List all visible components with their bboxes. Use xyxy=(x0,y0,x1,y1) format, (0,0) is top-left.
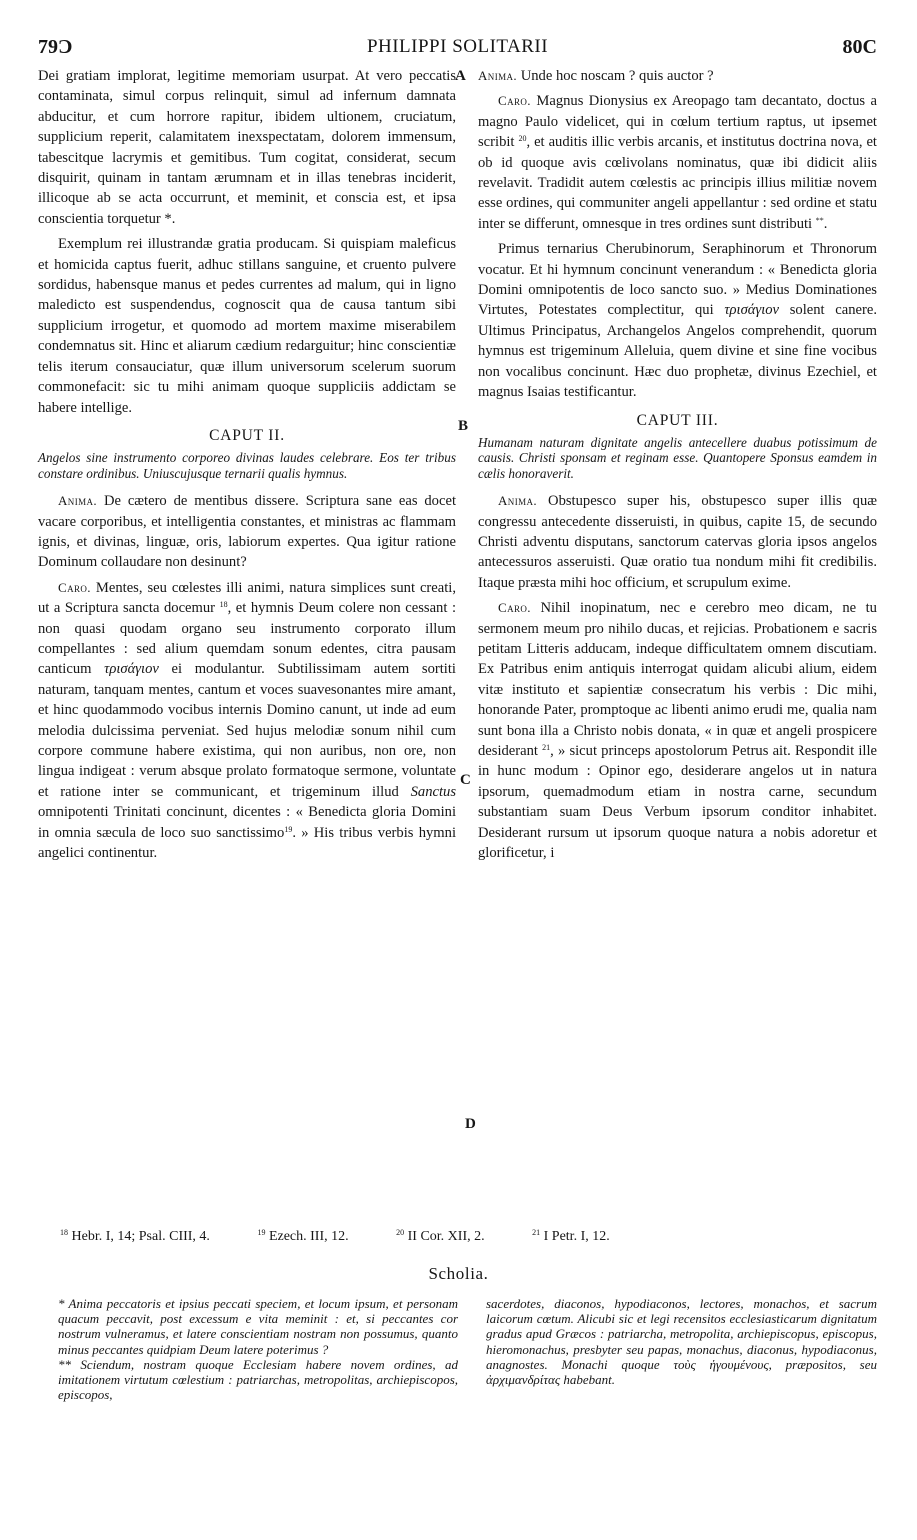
nihil-text-b: , » sicut princeps apostolorum Petrus ait. Respondit ille in hunc modum : Opinor ego, desiderare angelos ut in natura ipsorum, quemadmodum etiam in nostra carne, secundum substantiam suam Deus Verbum ipsorum conditor inhabitet. Desiderant rursum ut ipsorum quoque natura a nobis adoretur et glorificetur, i xyxy=(478,743,877,862)
anima-question-text: De cætero de mentibus dissere. Scriptura sane eas docet vacare corporibus, et intelligentia constantes, et ministras ac flammam ignis, et divinas, linguæ, oris, labiorum expertes. Qua igitur ratione Dominum collaudare non desinunt? xyxy=(38,493,456,571)
page-number-right: 80C xyxy=(842,36,877,58)
footnote-text: Hebr. I, 14; Psal. CIII, 4. xyxy=(68,1229,210,1244)
scholion-1: * Anima peccatoris et ipsius peccati speciem, et locum ipsum, et personam quacum peccavit, post excessum e vita meminit : et, si peccantes cor nostrum vulneramus, et latere conscientiam nostram non possumus, quanto minus peccantes quidpiam Deum latere poterimus ? xyxy=(58,1296,458,1357)
greek-trisagion-2: τρισάγιον xyxy=(724,302,780,319)
chapter-2-heading: CAPUT II. xyxy=(209,426,285,444)
left-column xyxy=(38,66,456,868)
speaker-caro-2: Caro. xyxy=(498,93,531,109)
margin-letter-c: C xyxy=(460,772,471,788)
footnote-20 xyxy=(396,1229,507,1244)
paragraph-exemplum: Exemplum rei illustrandæ gratia producam. Si quispiam maleficus et homicida captus fuerit, adhuc stillans sanguine, et cruento pulvere sordidus, habensque manus et pedes currentes ad malum, qui in ligno maledicto est suspendendus, cognoscit qua de causa tantum sibi supplicium irrogetur, et quomodo ad mortem maxime miserabilem condemnatus sit. Hinc et aliarum cædium redarguitur; hinc conscientiæ telis iterum consauciatur, quæ illum universorum scelerum suorum commonefacit: sic tu mihi animam quoque suppliciis addictam se habere intellige. xyxy=(38,236,456,416)
speaker-anima: Anima. xyxy=(58,493,98,509)
caro-text-e: . » His tribus verbis hymni angelici continentur. xyxy=(38,824,456,862)
speaker-caro: Caro. xyxy=(58,579,91,595)
footnote-number: 21 xyxy=(532,1228,541,1237)
paragraph-caro-answer xyxy=(38,578,456,864)
footnote-ref-21: 21 xyxy=(542,743,551,752)
footnote-18 xyxy=(60,1229,232,1244)
caro-text-b: , et hymnis Deum colere non cessant : non quasi quodam organo seu instrumento corporato illum compellantes : sed alium quemdam sonum edentes, citra pausam canticum xyxy=(38,600,457,678)
paragraph-anima-question xyxy=(38,491,456,573)
scholia-left-column xyxy=(58,1296,458,1402)
footnotes-line xyxy=(60,1228,900,1245)
scholion-2-continued: sacerdotes, diaconos, hypodiaconos, lectores, monachos, et sacrum laicorum cœtum. Alicubi sic et legi recensitos ecclesiasticarum dignitatum gradus apud Græcos : patriarcha, metropolita, archiepiscopus, episcopus, hieromonachus, presbyter seu papas, monachus, diaconus, hypodiaconus, anagnostes. Monachi quoque τοὺς ἡγουμένους, præpositos, seu ἀρχιμανδρίτας habebant. xyxy=(486,1296,877,1388)
chapter-2-argument: Angelos sine instrumento corporeo divinas laudes celebrare. Eos ter tribus constare ordinibus. Uniuscujusque ternarii qualis hymnus. xyxy=(38,450,456,481)
footnote-text: Ezech. III, 12. xyxy=(265,1229,349,1244)
dionysius-text-a: Magnus Dionysius ex Areopago tam decantato, doctus a magno Paulo videlicet, qui in cœlum tertium raptus, ut ipsemet scribit xyxy=(478,93,877,151)
speaker-anima-3: Anima. xyxy=(498,493,538,509)
paragraph-ternarius xyxy=(478,239,877,402)
paragraph-anima-unde xyxy=(478,66,877,86)
ternarius-text-b: solent canere. Ultimus Principatus, Archangelos Angelos comprehendit, quorum hymnus est trigeminum Alleluia, quem divine et sine fine vocibus non vocalibus concinunt. Hæc duo prophetæ, divinus Ezechiel, et magnus Isaias testificantur. xyxy=(478,302,877,401)
caro-text-c: ei modulantur. Subtilissimam autem sortiti naturam, tanquam mentes, cantum et voces suavesonantes mire amant, et hinc quodammodo vocibus internis Domino canunt, ut inde ad eum melodia dulcissima perveniat. Sed hujus melodiæ sonum nihil cum corpore commune habere existima, qui non auribus, non ore, non lingua indigeat : verum absque prolato formatoque sermone, voluntate et ratione inter se communicant, et trigeminum illud xyxy=(38,661,456,800)
speaker-anima-2: Anima. xyxy=(478,68,518,83)
footnote-21 xyxy=(532,1229,632,1244)
footnote-text: II Cor. XII, 2. xyxy=(404,1229,485,1244)
footnote-text: I Petr. I, 12. xyxy=(540,1229,610,1244)
footnote-number: 20 xyxy=(396,1228,405,1237)
paragraph-anima-continued: Dei gratiam implorat, legitime memoriam usurpat. At vero peccatis contaminata, simul corpus relinquit, simul ad infernum damnata abducitur, et cum horrore rapitur, ibidem ultionem, cruciatum, supplicium reperit, calamitatem inexspectatam, dolorem immensum, tabescitque lacrymis et gemitibus. Tum cogitat, considerat, secum disquirit, quinam in tantam ærumnam et in illas tenebras inciderit, illicoque ab se acta occurrunt, et meminit, et conscia est, et ipsa conscientia torquetur *. xyxy=(38,68,456,227)
caro-text-d: omnipotenti Trinitati concinunt, dicentes : « Benedicta gloria Domini in omnia sæcula de loco suo sanctissimo xyxy=(38,804,456,841)
paragraph-caro-nihil xyxy=(478,598,877,863)
scholion-2: ** Sciendum, nostram quoque Ecclesiam habere novem ordines, ad imitationem virtutum cœlestium : patriarchas, metropolitas, archiepiscopos, episcopos, xyxy=(58,1356,458,1403)
caro-text-a: Mentes, seu cœlestes illi animi, natura simplices sunt creati, ut a Scriptura sancta docemur xyxy=(38,579,456,617)
scholia-right-column xyxy=(486,1296,877,1387)
footnote-number: 18 xyxy=(60,1228,68,1237)
chapter-3-argument: Humanam naturam dignitate angelis antecellere duabus potissimum de causis. Christi sponsam et reginam esse. Quantopere Sponsus eamdem in cælis honoraverit. xyxy=(478,434,877,481)
ternarius-text-a: Primus ternarius Cherubinorum, Seraphinorum et Thronorum vocatur. Et hi hymnum concinunt venerandum : « Benedicta gloria Domini omnipotentis de loco sancto suo. » Medius Dominationes Virtutes, Potestates complectitur, qui xyxy=(478,241,877,319)
obstupesco-text: Obstupesco super his, obstupesco super illis quæ congressu antecedente disseruisti, in quibus, capite 15, de secundo Christi adventu disputans, sanctorum catervas gloria ipsos angelos antecessuros asseruisti. Quæ oratio tua nondum mihi fit credibilis. Itaque præsta mihi hoc officium, et scrupulum exime. xyxy=(478,493,877,591)
margin-letter-d: D xyxy=(465,1116,476,1132)
nihil-text-a: Nihil inopinatum, nec e cerebro meo dicam, ne tu sermonem meum pro nihilo ducas, et rejicias. Probationem e sacris petitam Litteris adducam, indeque difficultatem omnem discutiam. Ex Patribus enim antiquis interrogat quidam alicubi alium, eidem vitæ instituto et sapientiæ consecratum his verbis : Dic mihi, honorande Pater, promptoque ac libenti animo erudi me, qualia nam sunt bona illa a Christo nobis donata, « in quæ et angeli prospicere desiderant xyxy=(478,600,877,759)
running-header xyxy=(38,36,877,62)
dionysius-text-b: , et auditis illic verbis arcanis, et institutus doctrina nova, et ob id quoque avis cœlivolans nominatus, quæ ibi didicit aliis revelavit. Tradidit autem cœlestis ac principis illius militiæ novem esse ordines, qui communiter angeli appellantur : sed ordine et statu inter se differunt, omnesque in tres ordines sunt distributi xyxy=(478,134,877,232)
footnote-number: 19 xyxy=(257,1228,266,1237)
word-sanctus: Sanctus xyxy=(410,783,456,800)
running-title: PHILIPPI SOLITARII xyxy=(366,36,549,57)
paragraph-caro-dionysius xyxy=(478,91,877,234)
anima-unde-text: Unde hoc noscam ? quis auctor ? xyxy=(520,68,714,84)
footnote-ref-20: 20 xyxy=(518,134,527,144)
page-number-left: 79Ɔ xyxy=(38,36,73,58)
greek-trisagion: τρισάγιον xyxy=(104,661,159,678)
scholion-ref-2: ** xyxy=(815,215,824,225)
scholia-heading: Scholia. xyxy=(428,1264,489,1283)
footnote-ref-19: 19 xyxy=(284,824,293,834)
paragraph-anima-obstupesco xyxy=(478,491,877,593)
margin-letter-b: B xyxy=(458,418,469,434)
chapter-3-heading: CAPUT III. xyxy=(636,411,719,429)
right-column xyxy=(478,66,877,868)
margin-letter-a: A xyxy=(455,68,466,84)
footnote-19 xyxy=(257,1229,370,1244)
dionysius-text-c: . xyxy=(823,215,828,232)
speaker-caro-3: Caro. xyxy=(498,600,531,616)
footnote-ref-18: 18 xyxy=(219,600,228,610)
